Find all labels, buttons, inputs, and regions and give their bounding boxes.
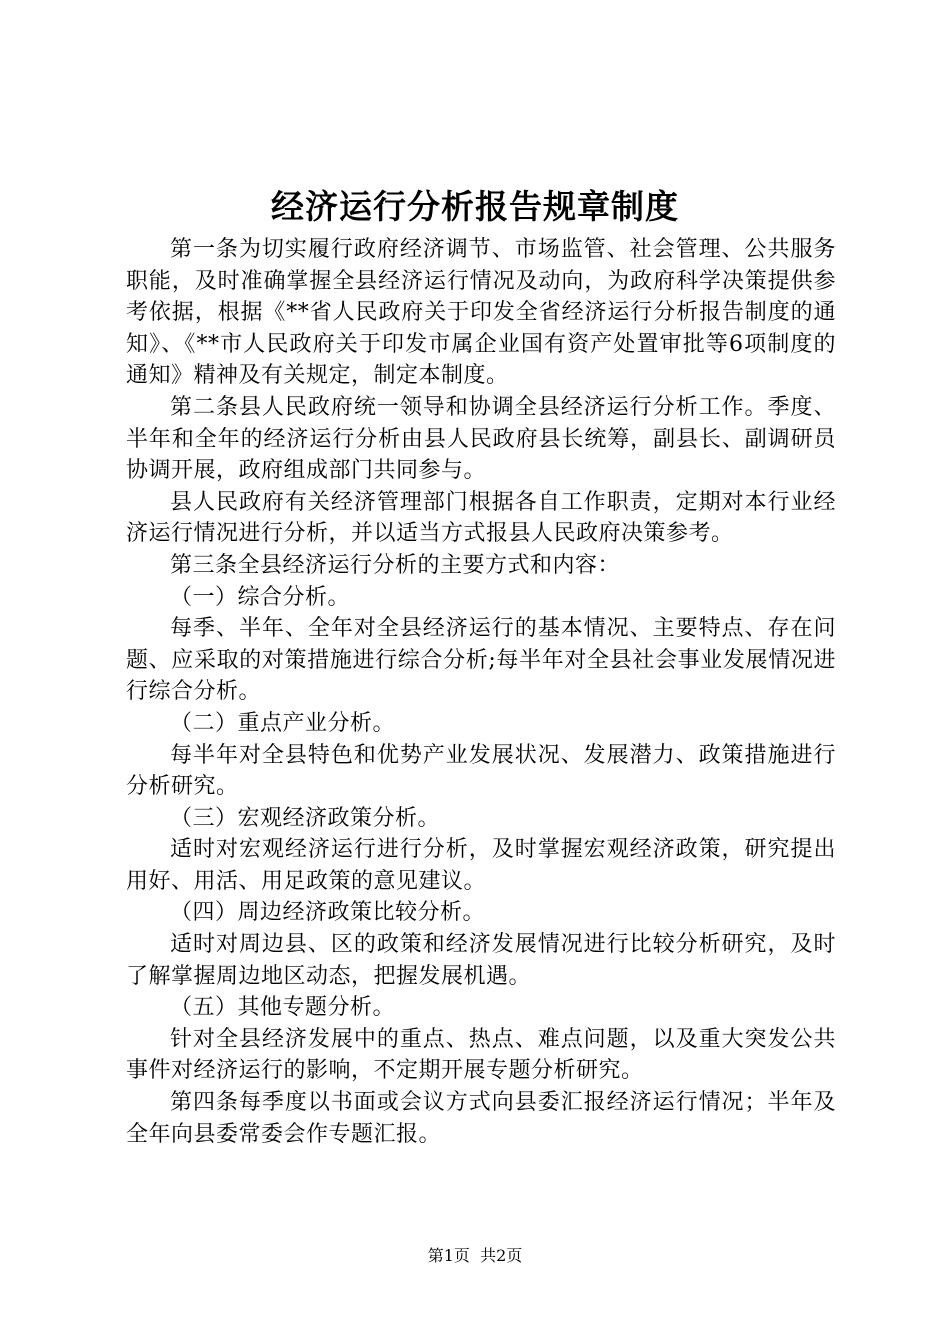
paragraph: 适时对周边县、区的政策和经济发展情况进行比较分析研究，及时了解掌握周边地区动态，把握发展机遇。 — [126, 932, 836, 989]
paragraph: 第一条为切实履行政府经济调节、市场监管、社会管理、公共服务职能，及时准确掌握全县经济运行情况及动向，为政府科学决策提供参考依据，根据《**省人民政府关于印发全省经济运行分析报告制度的通知》、《**市人民政府关于印发市属企业国有资产处置审批等6项制度的通知》精神及有关规定，制定本制度。 — [126, 237, 836, 389]
section-heading: （二）重点产业分析。 — [170, 710, 396, 736]
section-heading: （一）综合分析。 — [170, 584, 351, 610]
paragraph: 适时对宏观经济运行进行分析，及时掌握宏观经济政策，研究提出用好、用活、用足政策的意见建议。 — [126, 837, 836, 894]
paragraph: 第四条每季度以书面或会议方式向县委汇报经济运行情况；半年及全年向县委常委会作专题汇报。 — [126, 1090, 836, 1147]
section-heading: （五）其他专题分析。 — [170, 995, 396, 1021]
paragraph: 第二条县人民政府统一领导和协调全县经济运行分析工作。季度、半年和全年的经济运行分析由县人民政府县长统筹，副县长、副调研员协调开展，政府组成部门共同参与。 — [126, 394, 836, 484]
paragraph: 第三条全县经济运行分析的主要方式和内容： — [170, 552, 621, 578]
paragraph: 每季、半年、全年对全县经济运行的基本情况、主要特点、存在问题、应采取的对策措施进行综合分析;每半年对全县社会事业发展情况进行综合分析。 — [126, 616, 836, 705]
document-title: 经济运行分析报告规章制度 — [271, 187, 679, 226]
section-heading: （四）周边经济政策比较分析。 — [170, 900, 486, 926]
paragraph: 每半年对全县特色和优势产业发展状况、发展潜力、政策措施进行分析研究。 — [126, 742, 836, 800]
document-body — [126, 234, 836, 1150]
section-heading: （三）宏观经济政策分析。 — [170, 805, 441, 831]
paragraph: 县人民政府有关经济管理部门根据各自工作职责，定期对本行业经济运行情况进行分析，并以适当方式报县人民政府决策参考。 — [126, 489, 836, 547]
page-footer: 第1页 共2页 — [427, 1246, 523, 1265]
paragraph: 针对全县经济发展中的重点、热点、难点问题，以及重大突发公共事件对经济运行的影响，不定期开展专题分析研究。 — [126, 1026, 836, 1084]
